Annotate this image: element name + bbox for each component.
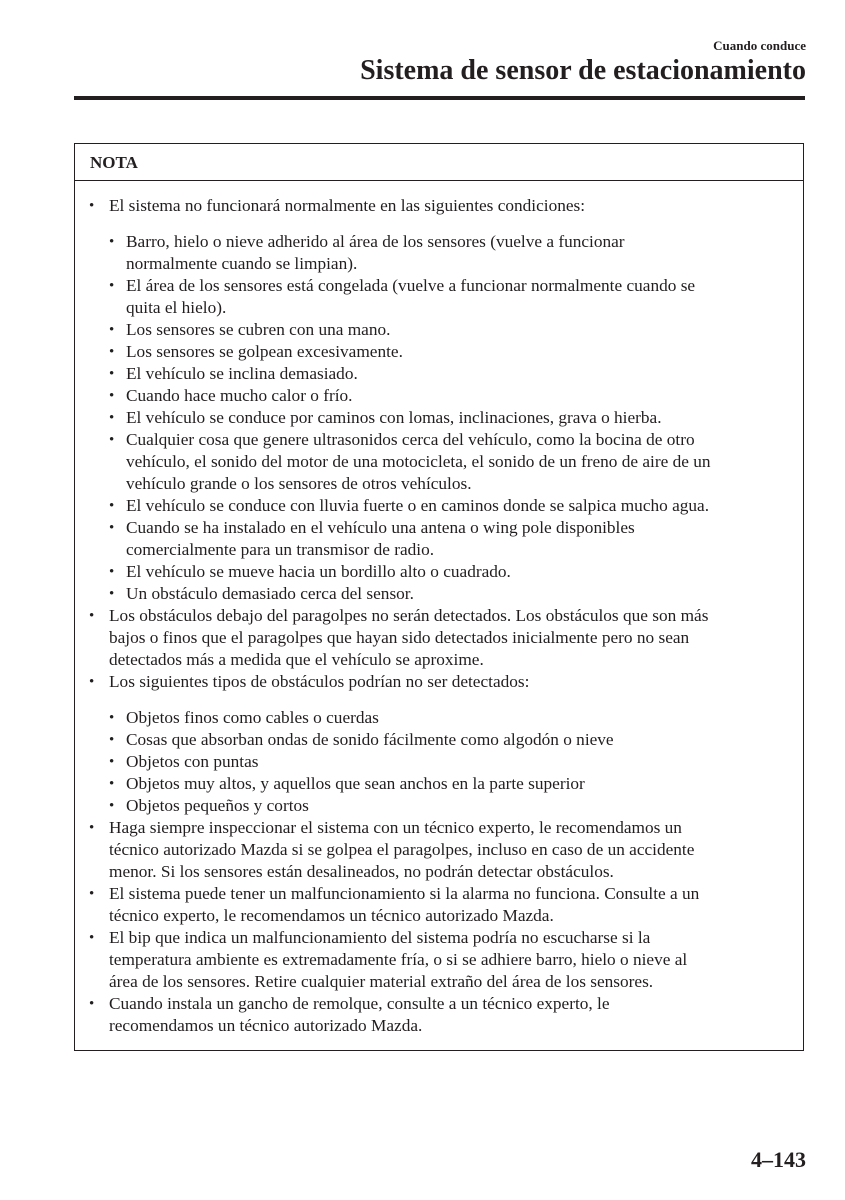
note-heading: NOTA [75,144,803,181]
note-item-line: Los obstáculos debajo del paragolpes no serán detectados. Los obstáculos que son más [109,606,709,625]
note-subitem-line: vehículo, el sonido del motor de una motocicleta, el sonido de un freno de aire de un [126,452,711,471]
note-subitem-line: El vehículo se inclina demasiado. [126,364,358,383]
header-rule [74,96,805,100]
note-item-line: menor. Si los sensores están desalineados, no podrán detectar obstáculos. [109,862,614,881]
sub-bullet-marker: • [109,754,115,770]
sub-bullet-marker: • [109,388,115,404]
sub-bullet-marker: • [109,798,115,814]
note-item-line: El bip que indica un malfuncionamiento del sistema podría no escucharse si la [109,928,651,947]
bullet-marker: • [89,674,95,690]
note-item-line: Los siguientes tipos de obstáculos podrían no ser detectados: [109,672,530,691]
sub-bullet-marker: • [109,586,115,602]
note-subitem-line: comercialmente para un transmisor de radio. [126,540,435,559]
note-item-line: detectados más a medida que el vehículo se aproxime. [109,650,484,669]
note-item-line: Cuando instala un gancho de remolque, consulte a un técnico experto, le [109,994,610,1013]
page-number: 4–143 [751,1147,806,1172]
note-subitem-line: Objetos muy altos, y aquellos que sean anchos en la parte superior [126,774,585,793]
section-label: Cuando conduce [713,38,806,53]
note-item-line: área de los sensores. Retire cualquier material extraño del área de los sensores. [109,972,654,991]
sub-bullet-marker: • [109,732,115,748]
sub-bullet-marker: • [109,564,115,580]
bullet-marker: • [89,930,95,946]
note-subitem-line: El vehículo se conduce por caminos con lomas, inclinaciones, grava o hierba. [126,408,662,427]
note-subitem-line: Cosas que absorban ondas de sonido fácilmente como algodón o nieve [126,730,614,749]
note-subitem-line: El vehículo se conduce con lluvia fuerte o en caminos donde se salpica mucho agua. [126,496,710,515]
note-subitem-line: El vehículo se mueve hacia un bordillo alto o cuadrado. [126,562,511,581]
sub-bullet-marker: • [109,432,115,448]
note-item-line: bajos o finos que el paragolpes que hayan sido detectados inicialmente pero no sean [109,628,690,647]
note-subitem-line: Cualquier cosa que genere ultrasonidos cerca del vehículo, como la bocina de otro [126,430,695,449]
bullet-marker: • [89,820,95,836]
sub-bullet-marker: • [109,344,115,360]
note-subitem-line: Objetos finos como cables o cuerdas [126,708,379,727]
sub-bullet-marker: • [109,710,115,726]
sub-bullet-marker: • [109,498,115,514]
note-subitem-line: Objetos con puntas [126,752,259,771]
note-subitem-line: normalmente cuando se limpian). [126,254,358,273]
note-subitem-line: Cuando hace mucho calor o frío. [126,386,353,405]
sub-bullet-marker: • [109,520,115,536]
sub-bullet-marker: • [109,322,115,338]
note-item-line: técnico experto, le recomendamos un técnico autorizado Mazda. [109,906,554,925]
note-subitem-line: El área de los sensores está congelada (vuelve a funcionar normalmente cuando se [126,276,696,295]
page-title: Sistema de sensor de estacionamiento [360,55,806,86]
note-subitem-line: quita el hielo). [126,298,227,317]
note-subitem-line: Barro, hielo o nieve adherido al área de los sensores (vuelve a funcionar [126,232,625,251]
bullet-marker: • [89,198,95,214]
note-item-line: El sistema no funcionará normalmente en las siguientes condiciones: [109,196,586,215]
note-item-line: temperatura ambiente es extremadamente fría, o si se adhiere barro, hielo o nieve al [109,950,688,969]
bullet-marker: • [89,886,95,902]
sub-bullet-marker: • [109,776,115,792]
bullet-marker: • [89,996,95,1012]
sub-bullet-marker: • [109,410,115,426]
note-subitem-line: Objetos pequeños y cortos [126,796,309,815]
note-subitem-line: Los sensores se golpean excesivamente. [126,342,403,361]
sub-bullet-marker: • [109,366,115,382]
bullet-marker: • [89,608,95,624]
note-item-line: El sistema puede tener un malfuncionamiento si la alarma no funciona. Consulte a un [109,884,700,903]
note-item-line: recomendamos un técnico autorizado Mazda. [109,1016,423,1035]
note-subitem-line: Los sensores se cubren con una mano. [126,320,391,339]
sub-bullet-marker: • [109,234,115,250]
note-subitem-line: Cuando se ha instalado en el vehículo una antena o wing pole disponibles [126,518,635,537]
note-box [74,143,804,1051]
note-body [75,181,803,1050]
note-subitem-line: vehículo grande o los sensores de otros vehículos. [126,474,472,493]
sub-bullet-marker: • [109,278,115,294]
note-item-line: Haga siempre inspeccionar el sistema con un técnico experto, le recomendamos un [109,818,682,837]
note-subitem-line: Un obstáculo demasiado cerca del sensor. [126,584,414,603]
note-item-line: técnico autorizado Mazda si se golpea el paragolpes, incluso en caso de un accidente [109,840,695,859]
